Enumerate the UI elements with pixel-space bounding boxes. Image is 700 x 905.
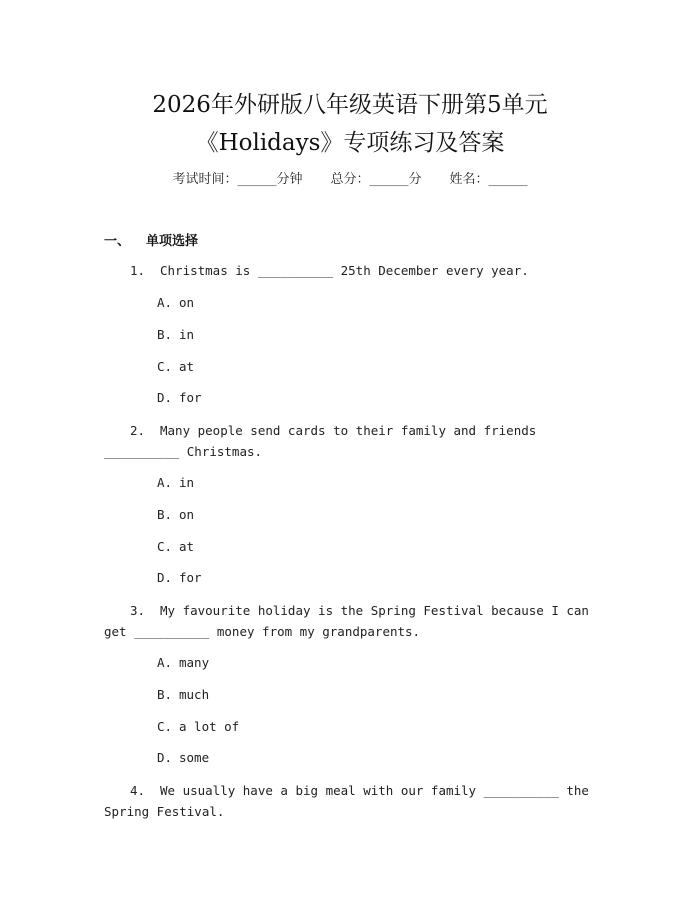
section-title: 单项选择 — [146, 234, 199, 249]
option-text: some — [179, 750, 210, 765]
option-text: many — [179, 655, 210, 670]
exam-meta — [0, 168, 700, 187]
question-number: 1. — [130, 263, 146, 278]
q1-option-a — [157, 295, 194, 310]
option-letter: B. — [157, 507, 173, 522]
option-letter: A. — [157, 295, 173, 310]
question-1 — [104, 260, 604, 281]
q2-option-b — [157, 507, 194, 522]
q2-option-c — [157, 539, 194, 554]
q3-option-a — [157, 655, 209, 670]
option-text: on — [179, 507, 195, 522]
question-text: We usually have a big meal with our family __________ the Spring Festival. — [104, 783, 589, 819]
q3-option-d — [157, 750, 209, 765]
student-name-field: 姓名：______ — [449, 172, 528, 187]
question-3 — [104, 600, 604, 642]
option-letter: A. — [157, 655, 173, 670]
option-letter: D. — [157, 750, 173, 765]
option-letter: B. — [157, 327, 173, 342]
document-title-line-1: 2026年外研版八年级英语下册第5单元 — [152, 92, 548, 118]
q1-option-b — [157, 327, 194, 342]
option-text: on — [179, 295, 195, 310]
q3-option-c — [157, 719, 239, 734]
option-letter: D. — [157, 570, 173, 585]
question-number: 3. — [130, 603, 146, 618]
option-text: much — [179, 687, 210, 702]
q3-option-b — [157, 687, 209, 702]
question-number: 2. — [130, 423, 146, 438]
option-text: at — [179, 359, 195, 374]
document-title-line-2: 《Holidays》专项练习及答案 — [195, 130, 505, 156]
question-2 — [104, 420, 604, 462]
option-text: for — [179, 390, 202, 405]
option-letter: A. — [157, 475, 173, 490]
section-number: 一、 — [104, 234, 131, 249]
option-letter: C. — [157, 719, 173, 734]
option-letter: C. — [157, 359, 173, 374]
option-letter: B. — [157, 687, 173, 702]
option-text: in — [179, 475, 195, 490]
q2-option-a — [157, 475, 194, 490]
option-letter: D. — [157, 390, 173, 405]
q1-option-c — [157, 359, 194, 374]
question-text: Many people send cards to their family and friends __________ Christmas. — [104, 423, 537, 459]
option-text: a lot of — [179, 719, 240, 734]
q1-option-d — [157, 390, 202, 405]
option-text: for — [179, 570, 202, 585]
total-score-field: 总分：______分 — [330, 172, 422, 187]
exam-time-field: 考试时间：______分钟 — [172, 172, 303, 187]
section-heading — [104, 230, 198, 249]
question-text: My favourite holiday is the Spring Festival because I can get __________ money from my grandparents. — [104, 603, 589, 639]
option-text: in — [179, 327, 195, 342]
question-4 — [104, 780, 604, 822]
question-number: 4. — [130, 783, 146, 798]
q2-option-d — [157, 570, 202, 585]
option-letter: C. — [157, 539, 173, 554]
option-text: at — [179, 539, 195, 554]
question-text: Christmas is __________ 25th December every year. — [160, 263, 529, 278]
